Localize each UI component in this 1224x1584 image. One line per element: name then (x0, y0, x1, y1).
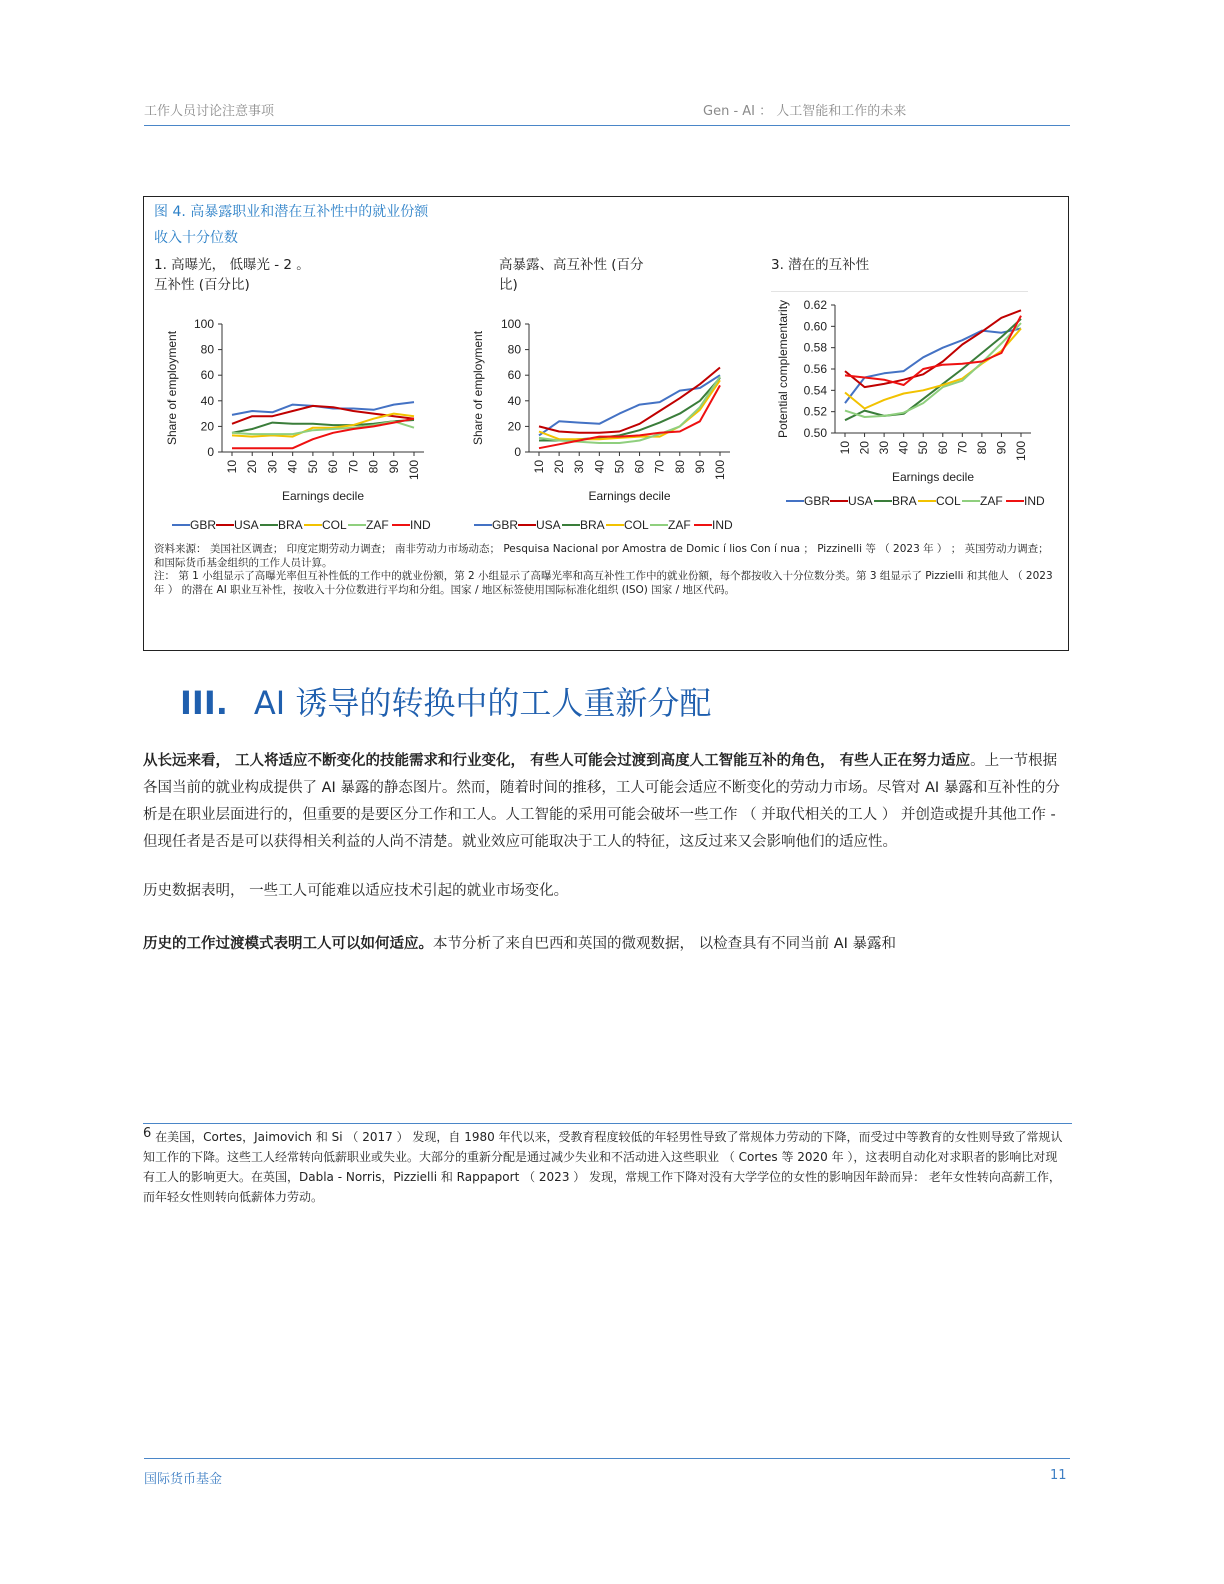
legend-label-usa: USA (234, 518, 259, 532)
y-axis-title: Share of employment (471, 330, 485, 446)
x-tick-label: 70 (346, 460, 361, 474)
y-tick-label: 80 (507, 342, 521, 357)
figure-box (143, 196, 1069, 651)
series-line-zaf (845, 323, 1021, 417)
footnote (143, 1127, 1069, 1207)
legend-label-bra: BRA (892, 494, 917, 508)
section-title: AI 诱导的转换中的工人重新分配 (253, 684, 712, 722)
x-tick-label: 100 (713, 460, 727, 481)
y-tick-label: 0.56 (803, 362, 827, 376)
x-tick-label: 90 (692, 460, 707, 474)
legend-label-bra: BRA (580, 518, 605, 532)
paragraph-2 (143, 931, 1069, 958)
x-tick-label: 100 (1014, 441, 1028, 462)
running-header-left: 工作人员讨论注意事项 (144, 104, 275, 119)
legend-label-usa: USA (848, 494, 873, 508)
legend-label-zaf: ZAF (980, 494, 1003, 508)
paragraph-1 (143, 748, 1069, 856)
figure-subtitle: 收入十分位数 (154, 230, 238, 246)
x-tick-label: 40 (592, 460, 607, 474)
section-number: III. (180, 684, 228, 722)
y-tick-label: 0 (207, 445, 214, 459)
chart-panel1 (156, 307, 456, 532)
x-tick-label: 50 (305, 460, 320, 474)
paragraph-1-text: 。上一节根据各国当前的就业构成提供了 AI 暴露的静态图片。然而，随着时间的推移，工人可能会适应不断变化的劳动力市场。尽管对 AI 暴露和互补性的分析是在职业层面进行的，但重要的是要区分工作和工人。人工智能的采用可能会破坏一些工作 （ 并取代相关的工人 ） 并创造或提升其他工作 - 但现任者是否是可以获得相关利益的人尚不清楚。就业效应可能取决于工人的特征，这反过来又会影响他们的适应性。 (143, 753, 1060, 850)
panel3-title: 3. 潜在的互补性 (771, 257, 870, 273)
x-tick-label: 60 (326, 460, 341, 474)
series-line-gbr (232, 402, 414, 415)
y-tick-label: 100 (193, 317, 214, 331)
y-tick-label: 60 (200, 368, 214, 383)
y-tick-label: 40 (507, 393, 521, 408)
footer-divider (144, 1458, 1070, 1459)
panel1-title: 1. 高曝光， 低曝光 - 2 。 互补性 (百分比) (154, 257, 310, 293)
x-tick-label: 30 (265, 460, 280, 474)
figure-source: 资料来源： 美国社区调查； 印度定期劳动力调查； 南非劳动力市场动态； Pesquisa Nacional por Amostra de Domic í lios Con í nua ； Pizzinelli 等 （ 2023 年 ） ； 英国劳动力调查； 和国际货币基金组织的工作人员计算。 (154, 543, 1049, 569)
x-tick-label: 10 (838, 441, 852, 455)
paragraph-1-lead: 从长远来看， 工人将适应不断变化的技能需求和行业变化， 有些人可能会过渡到高度人工智能互补的角色， 有些人正在努力适应 (143, 753, 971, 769)
y-tick-label: 80 (200, 342, 214, 357)
x-tick-label: 10 (225, 460, 239, 474)
section-heading (180, 678, 711, 724)
legend-label-col: COL (624, 518, 649, 532)
paragraph-1b: 历史数据表明， 一些工人可能难以适应技术引起的就业市场变化。 (143, 883, 569, 899)
legend-label-zaf: ZAF (366, 518, 389, 532)
legend-label-ind: IND (712, 518, 733, 532)
y-tick-label: 100 (500, 317, 521, 331)
y-axis-title: Share of employment (165, 330, 179, 446)
y-tick-label: 0.52 (803, 404, 827, 419)
footnote-text: 在美国，Cortes，Jaimovich 和 Si （ 2017 ） 发现，自 1980 年代以来，受教育程度较低的年轻男性导致了常规体力劳动的下降，而受过中等教育的女性则导致了常规认知工作的下降。这些工人经常转向低薪职业或失业。大部分的重新分配是通过减少失业和不活动进入这些职业 （ Cortes 等 2020 年 ），这表明自动化对求职者的影响比对现有工人的影响更大。在英国，Dabla - Norris，Pizzielli 和 Rappaport （ 2023 ） 发现，常规工作下降对没有大学学位的女性的影响因年龄而异： 老年女性转向高薪工作，而年轻女性则转向低薪体力劳动。 (143, 1130, 1063, 1204)
page-number: 11 (1050, 1468, 1067, 1483)
legend-label-gbr: GBR (804, 494, 831, 508)
y-tick-label: 0.58 (803, 340, 827, 355)
footer-publisher: 国际货币基金 (144, 1472, 223, 1487)
x-axis-title: Earnings decile (891, 470, 975, 484)
series-line-usa (539, 368, 720, 433)
running-header-right: Gen - AI ： 人工智能和工作的未来 (703, 104, 907, 119)
x-tick-label: 50 (612, 460, 627, 474)
x-tick-label: 30 (572, 460, 587, 474)
x-tick-label: 90 (994, 441, 1009, 455)
x-tick-label: 60 (632, 460, 647, 474)
x-tick-label: 20 (857, 441, 872, 455)
legend-label-zaf: ZAF (668, 518, 691, 532)
y-tick-label: 0.60 (803, 319, 827, 334)
x-tick-label: 20 (552, 460, 567, 474)
x-tick-label: 20 (245, 460, 260, 474)
x-tick-label: 40 (285, 460, 300, 474)
x-tick-label: 40 (896, 441, 911, 455)
paragraph-2-text: 本节分析了来自巴西和英国的微观数据， 以检查具有不同当前 AI 暴露和 (433, 936, 897, 952)
header-divider (144, 125, 1070, 126)
y-axis-title: Potential complementarity (776, 299, 790, 439)
x-tick-label: 70 (652, 460, 667, 474)
legend-label-bra: BRA (278, 518, 303, 532)
legend-label-col: COL (322, 518, 347, 532)
x-tick-label: 100 (407, 460, 421, 481)
y-tick-label: 40 (200, 393, 214, 408)
y-tick-label: 20 (507, 419, 521, 434)
x-axis-title: Earnings decile (281, 489, 365, 503)
panel2-title: 高暴露、高互补性 (百分 比) (499, 257, 644, 293)
chart-panel2 (462, 307, 762, 532)
legend-label-usa: USA (536, 518, 561, 532)
x-tick-label: 50 (916, 441, 931, 455)
footnote-number: 6 (143, 1126, 152, 1141)
figure-source-notes (154, 543, 1059, 597)
y-tick-label: 0.54 (803, 383, 827, 398)
x-tick-label: 10 (532, 460, 546, 474)
figure-note: 注： 第 1 小组显示了高曝光率但互补性低的工作中的就业份额，第 2 小组显示了高曝光率和高互补性工作中的就业份额，每个都按收入十分位数分类。第 3 组显示了 Pizzielli 和其他人 （ 2023 年 ） 的潜在 AI 职业互补性，按收入十分位数进行平均和分组。国家 / 地区标签使用国际标准化组织 (ISO) 国家 / 地区代码。 (154, 570, 1053, 596)
x-tick-label: 80 (366, 460, 381, 474)
figure-title: 图 4. 高暴露职业和潜在互补性中的就业份额 (154, 204, 429, 220)
chart-panel3 (774, 291, 1054, 516)
legend-label-col: COL (936, 494, 961, 508)
y-tick-label: 20 (200, 419, 214, 434)
y-tick-label: 60 (507, 368, 521, 383)
y-tick-label: 0 (514, 445, 521, 459)
legend-label-ind: IND (410, 518, 431, 532)
y-tick-label: 0.62 (803, 298, 827, 312)
x-tick-label: 80 (672, 460, 687, 474)
legend-label-gbr: GBR (190, 518, 217, 532)
legend-label-gbr: GBR (492, 518, 519, 532)
x-tick-label: 80 (974, 441, 989, 455)
x-tick-label: 30 (877, 441, 892, 455)
y-tick-label: 0.50 (803, 426, 827, 440)
legend-label-ind: IND (1024, 494, 1045, 508)
x-tick-label: 60 (935, 441, 950, 455)
x-tick-label: 90 (386, 460, 401, 474)
paragraph-2-lead: 历史的工作过渡模式表明工人可以如何适应。 (143, 936, 433, 952)
x-axis-title: Earnings decile (588, 489, 671, 503)
x-tick-label: 70 (955, 441, 970, 455)
footnote-divider (143, 1123, 1072, 1124)
